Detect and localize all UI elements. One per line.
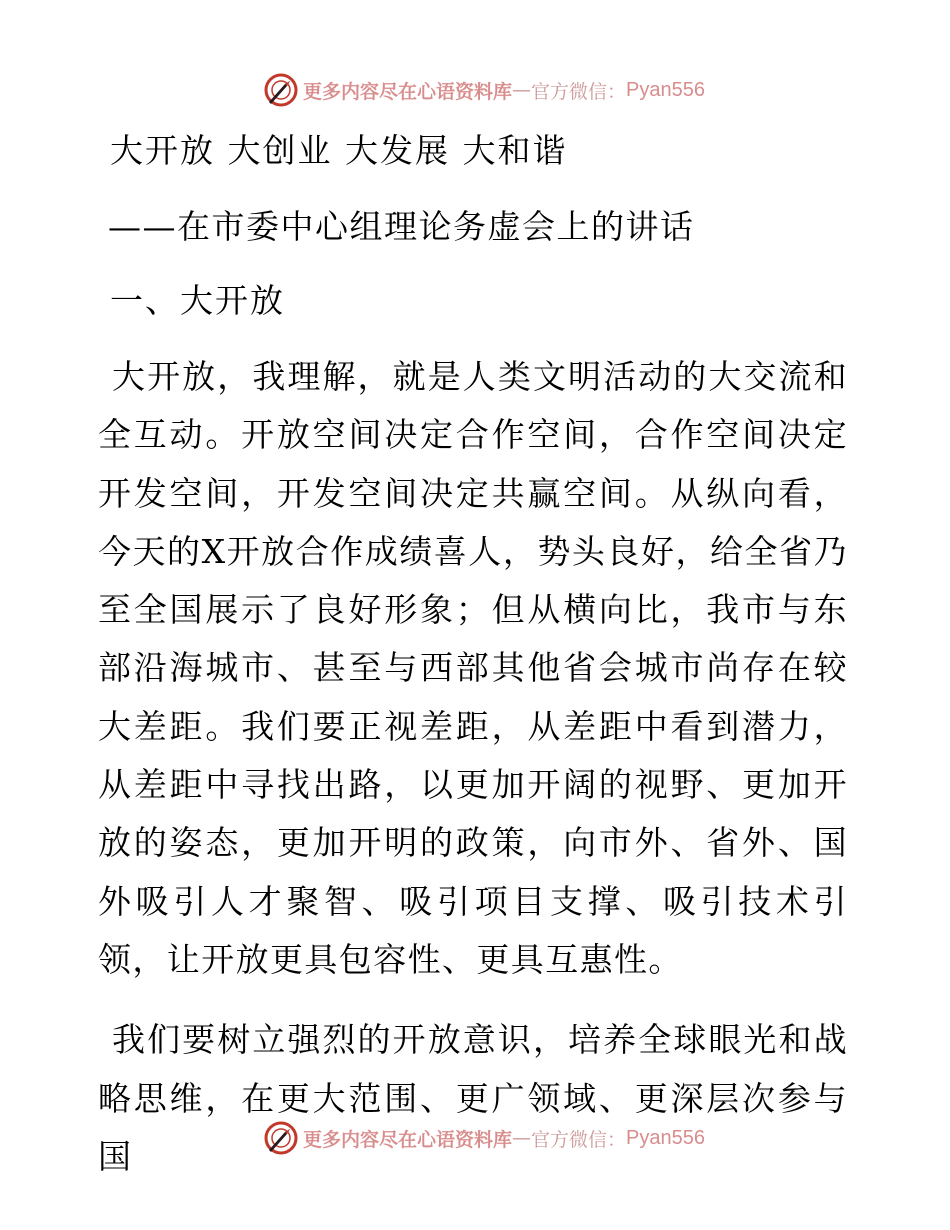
document-subtitle: ——在市委中心组理论务虚会上的讲话 xyxy=(108,207,695,246)
header-watermark xyxy=(0,70,950,110)
document-title: 大开放 大创业 大发展 大和谐 xyxy=(110,131,568,170)
paragraph: 大开放，我理解，就是人类文明活动的大交流和全互动。开放空间决定合作空间，合作空间决定开发空间，开发空间决定共赢空间。从纵向看，今天的X开放合作成绩喜人，势头良好，给全省乃至全国展示了良好形象；但从横向比，我市与东部沿海城市、甚至与西部其他省会城市尚存在较大差距。我们要正视差距，从差距中看到潜力，从差距中寻找出路，以更加开阔的视野、更加开放的姿态，更加开明的政策，向市外、省外、国外吸引人才聚智、吸引项目支撑、吸引技术引领，让开放更具包容性、更具互惠性。 xyxy=(98,357,848,979)
watermark-text: 更多内容尽在心语资料库 xyxy=(303,1128,513,1151)
document-body xyxy=(98,122,848,1186)
watermark-text: 更多内容尽在心语资料库 xyxy=(303,80,513,103)
watermark-separator: — xyxy=(512,1127,532,1149)
watermark-content xyxy=(263,72,705,108)
pen-logo-icon xyxy=(263,72,299,108)
watermark-wechat-label: 官方微信： xyxy=(531,80,627,103)
footer-watermark xyxy=(0,1118,950,1158)
watermark-wechat-label: 官方微信： xyxy=(531,1128,627,1151)
pen-logo-icon xyxy=(263,1120,299,1156)
paragraph: 我们要树立强烈的开放意识，培养全球眼光和战略思维，在更大范围、更广领域、更深层次参与国 xyxy=(98,1020,848,1176)
watermark-wechat-id: Pyan556 xyxy=(626,1126,705,1149)
watermark-wechat-id: Pyan556 xyxy=(626,78,705,101)
section-heading: 一、大开放 xyxy=(110,281,285,320)
watermark-content xyxy=(263,1120,705,1156)
watermark-separator: — xyxy=(512,79,532,101)
